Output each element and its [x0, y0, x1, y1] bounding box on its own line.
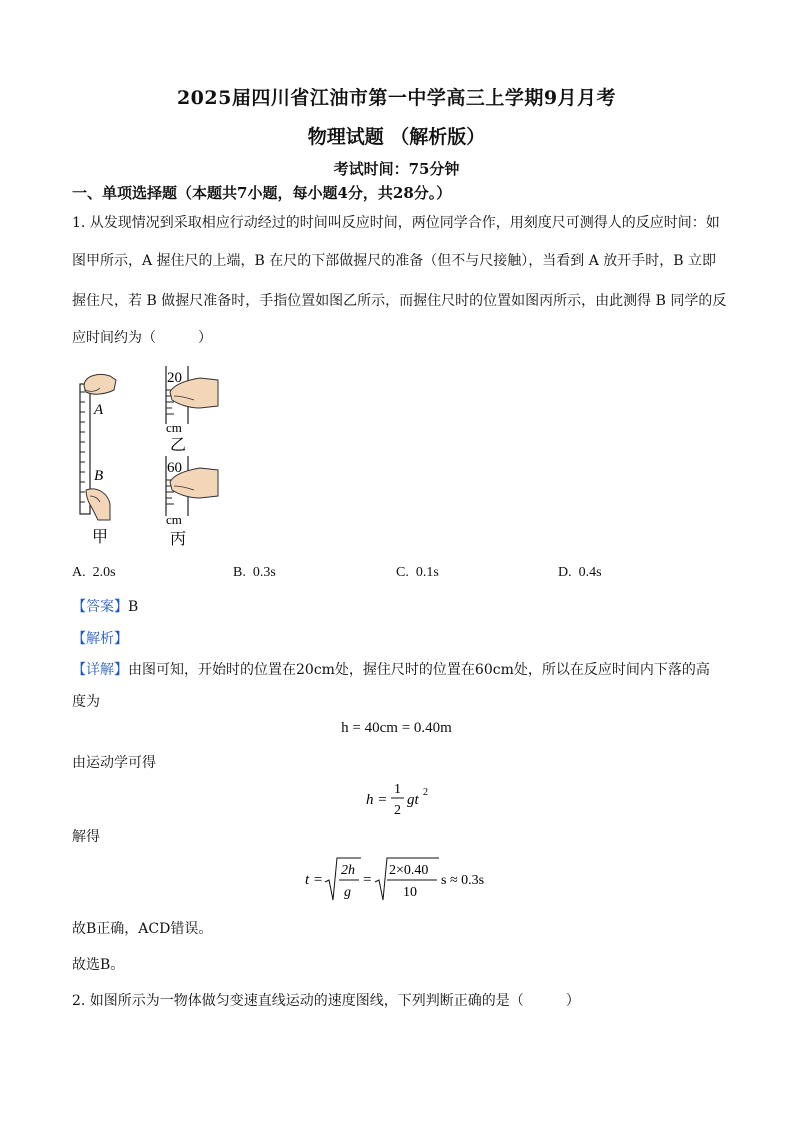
- svg-text:gt: gt: [407, 792, 419, 808]
- exam-title: 2025届四川省江油市第一中学高三上学期9月月考: [176, 87, 617, 109]
- scale-bing-60: 60: [167, 460, 182, 476]
- hand-b-shape: [86, 489, 110, 520]
- svg-text:2×0.40: 2×0.40: [389, 863, 429, 878]
- analysis-tag: 【解析】: [72, 631, 128, 647]
- svg-text:=: =: [363, 872, 372, 888]
- section-heading: 一、单项选择题（本题共7小题，每小题4分，共28分。）: [72, 184, 452, 202]
- svg-text:h =: h =: [366, 792, 388, 808]
- unit-yi: cm: [166, 420, 182, 435]
- equation-height: h = 40cm = 0.40m: [341, 720, 452, 736]
- unit-bing: cm: [166, 512, 182, 527]
- question-2-stem: 2. 如图所示为一物体做匀变速直线运动的速度图线，下列判断正确的是（ ）: [72, 993, 580, 1009]
- svg-text:2: 2: [394, 803, 401, 818]
- question-1-line-3: 握住尺，若 B 做握尺准备时，手指位置如图乙所示，而握住尺时的位置如图丙所示，由此测得 B 同学的反: [72, 293, 727, 309]
- svg-text:g: g: [344, 885, 351, 900]
- svg-text:s ≈ 0.3s: s ≈ 0.3s: [441, 873, 485, 888]
- answer-tag: 【答案】: [72, 599, 128, 615]
- svg-text:2: 2: [423, 787, 428, 798]
- solve-label: 解得: [72, 829, 100, 845]
- detail-tag: 【详解】: [72, 662, 128, 678]
- question-1-stem-end: 应时间约为（: [72, 330, 156, 346]
- ruler-figure: [70, 362, 230, 552]
- option-a: A. 2.0s: [72, 565, 116, 580]
- detail-text: 由图可知，开始时的位置在20cm处，握住尺时的位置在60cm处，所以在反应时间内下落的高度为: [72, 662, 710, 710]
- caption-yi: 乙: [170, 437, 187, 454]
- answer-line: [72, 596, 138, 616]
- conclusion-line: 故B正确，ACD错误。: [72, 921, 213, 937]
- scale-yi-20: 20: [167, 370, 182, 386]
- option-c: C. 0.1s: [396, 565, 439, 580]
- kinematics-label: 由运动学可得: [72, 755, 156, 771]
- option-d: D. 0.4s: [558, 565, 602, 580]
- detail-paragraph: [72, 654, 722, 718]
- label-b: B: [94, 468, 104, 484]
- question-1-line-4: [72, 327, 722, 347]
- figure-jia: [80, 374, 116, 546]
- caption-jia: 甲: [92, 529, 109, 546]
- svg-text:2h: 2h: [341, 863, 355, 878]
- question-1-line-2: 图甲所示，A 握住尺的上端，B 在尺的下部做握尺的准备（但不与尺接触），当看到 A 放开手时，B 立即: [72, 253, 717, 269]
- question-1-paren-close: ）: [198, 330, 212, 346]
- answer-value: B: [128, 599, 139, 615]
- svg-text:10: 10: [403, 885, 417, 900]
- choose-line: 故选B。: [72, 957, 125, 973]
- svg-text:1: 1: [394, 782, 401, 797]
- caption-bing: 丙: [170, 531, 187, 548]
- figure-bing: [166, 456, 218, 548]
- equation-free-fall: [360, 780, 450, 820]
- equation-time: [303, 852, 493, 906]
- svg-text:t =: t =: [305, 872, 324, 888]
- option-b: B. 0.3s: [233, 565, 276, 580]
- exam-subtitle: 物理试题 （解析版）: [307, 126, 486, 148]
- figure-yi: [166, 366, 218, 454]
- label-a: A: [94, 402, 104, 418]
- exam-time: 考试时间：75分钟: [333, 160, 460, 178]
- question-1-line-1: 1. 从发现情况到采取相应行动经过的时间叫反应时间，两位同学合作，用刻度尺可测得人的反应时间：如: [72, 215, 720, 231]
